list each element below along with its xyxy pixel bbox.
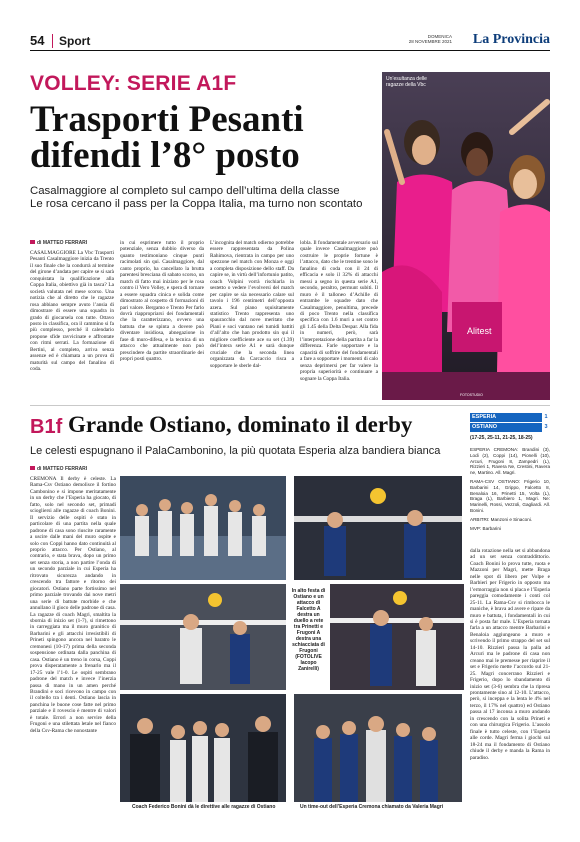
svg-text:Alitest: Alitest [467,326,492,336]
set-scores: (17-25, 25-11, 21-25, 18-25) [470,435,533,441]
top-headline: Trasporti Pesanti difendi l’8° posto [30,99,304,176]
page-header [30,33,550,51]
photo-net-duel [294,476,462,580]
page-number: 54 [30,33,45,48]
article-separator [30,405,550,406]
top-col-1: CASALMAGGIORE La Vbc Trasporti Pesanti Casalmaggiore inizia da Trento il suo finale che la condurrà al termine del girone d’andata per capire se si sarà conquistata la qualificazione alla Coppa Italia, obiettivo già in tasca? La società valutata nel mese scorso. Una notizia che al diretto che le ragazze rosa abbiano sempre avuto l’ansia di dimostrare di essere una squadra in grado di giocarsela con tutte. Ottavo posto in classifica, ora il cammino si fa più complesso, perché il calendario propone sfide ravvicinate e affrontate con ritmi serrati. La formazione di Bertini, al completo, arriva senza assenze ed è chiamata a un prova di maturità sul campo del fanalino di coda. [30,250,114,373]
issue-date: DOMENICA 28 NOVEMBRE 2021 [408,34,452,44]
bottom-kicker: B1f [30,416,63,438]
top-col-3: L’incognita del match odierno potrebbe essere rappresentata da Polina Rahimova, rientrata in campo per uno spezzone nel match con Monza e oggi a completa disposizione dello staff. Da capire se, in virtù dell’infortunio patito, coach Volpini vorrà rischiarla in sestetto o vedere l’evolversi del match per capire se sia necessario calare sul tavolo i 196 centimetri dell’opposta azera. Sul piano squisitamente statistico Trento rappresenta uno spauracchio dal nove meritato che Piani e soci vantano nei tumidi battiti d’all’alto che han prodotto sin qui il migliore coefficiente ace su set (1.39) dell’intera serie A1 e sarà dunque cruciale che la seconda linea organizzata da Carcaccio risca a sopportare le sberle dal- [210,240,294,369]
top-photo-caption: Un’esultanza delle ragazze della Vbc [386,76,427,88]
section-name: Sport [52,34,90,48]
top-col-4: lobla. Il fondamentale avversario sul quale invece Casalmaggiore può costruire le proprie fortune è l’attacco, dato che le trentine sono le fanalino di coda con il 24 di efficacia e solo il 32% di attacchi messi a segno in questa serie A1, secondo, peraltro, permunt subiti. Il muro è il talloneo d’Achille di entrambe le squadre dato che Casalmaggiore, penultima, precede di poco Trento nella classifica specifica con 1.6 muri a set contro gli 1.45 della Delta Despar. Alla fida in numeri, però, sarà l’interpretazione della partita a far la differenza. Farle sopportare e la capacità di soffrire del fondamentali a fare a sopportare i momenti di calo senza deprimersi per far valere la propria superiorità e continuare a sognare la Coppa Italia. [300,240,378,382]
bottom-col-2: dalla rotazione nella set si abbandona ad un set senza contraddittorio. Coach Bonini lo prova tutte, ruota e Mazzoni per Magri, mette Braga nelle spot di libero per Volpe e Barbieri per Frigerio in opposto ma l’ermorraggia non si placa e l’Esperia pareggia comodamente i conti col 25-11. La Rama-Csv si rimbocca le maniche, è brava ad avere e ripare da muro e battuta, i fondamentali in cui si è posta far male. L’Esperia tornata farla a un attacco mentre Barbarini e Benaloia aggiungeano a muro e scrivendo il primo strappo del set sul 14-10. Rizzieri passa la palla ad Arcuri ma le padrone di casa non creano mai le premesse per riaprire il set e Frigerio mette l’accordo sul 21-25. Magri concerrano Rizzieri e Frigerio, dopo lo sbandamento di inizio set (3-6) sembra che la ripresa prontamente sino al 12-10. L’attacco, però, si inceppa e la lenta le 4% nel terzo, il 17% nel quattro) ed Ostiano passa al 17 inconsa a muro andando in crescendo con la solita Prineti e con una chirurgica Frigerio. L’assolo finale è tutto celeste, con l’Esperia alle corde. Magri ferma i giochi sul 18-24 ma il fondamento di Ostiano chiude il derby e manda la Rama in paradiso. [470,548,550,761]
score-row-home: ESPERIA 1 [470,413,550,422]
caption-coach: Coach Federico Bonini dà le direttive alle ragazze di Ostiano [132,804,276,810]
photo-esperia-timeout [294,694,462,802]
top-photo-credit: FOTOSTUDIO [460,393,483,397]
top-kicker: VOLLEY: SERIE A1F [30,72,237,95]
lineup-ostiano: RAMA-CSV OSTIANO: Frigerio 10, Barbarini 14, Grippo, Falcetto 8, Benaloia 16, Prinetti 15, Volta (L), Braga (L), Barbiero 1, Magri. Ne: Marinelli, Rossi, Vezzoli, Gagliardi. All. Bonini. [470,478,550,513]
lineups-box [470,447,550,534]
top-byline: di MATTEO FERRARI [30,240,87,246]
scoreboard [470,413,550,433]
newspaper-logo: La Provincia [472,32,550,47]
lineup-esperia: ESPERIA CREMONA: Brandini (3), Lodi (2), Coppi (14), Pionelli (10), Arcuri, Frugoni 8, Zampedri (L), Rizzieri 1, Ravera Ne, Crestini, Ravera ne, Martino. All. Magri. [470,447,550,476]
volley-team-photo [382,72,550,400]
photos-caption: In alto festa di Ostiano e un attacco di Falcetto A destra un duello a rete tra Prinetti e Frugoni A destra una schiacciata di Frugoni (FOTOLIVE Iacopo Zanirelli) [291,588,326,672]
bottom-headline: Grande Ostiano, dominato il derby [68,412,413,437]
caption-timeout: Un time-out dell’Esperia Cremona chiamato da Valeria Magri [300,804,444,810]
bottom-byline: di MATTEO FERRARI [30,466,87,472]
referees: ARBITRI: Manzoni e Sinaconi. [470,516,533,522]
photo-falcetto-attack [120,584,286,690]
top-col-2: in cui esprimere tutto il proprio potenziale, senza dubbio diverso da quanto testimoniano cinque punti racimolati sin qui. Casalmaggiore, dal canto proprio, ha cancellato la brutta parentesi bresciana di sabato scorso, un match di fatto mai iniziato per le rosa contro il Vero Volley, e spera di tornare a essere squadra cinica e solida come dimostrato al cospetto di formazioni di pari valore. Bergamo e Trento Per farlo dovrà riappropriarsi dei fondamentali che la caratterizzano, ovvero una battuta che se spinta a dovere può diventare insidiosa, abnegazione in fase di muro-difesa, e la tecnica di un attacco che attualmente non può prescindere da partite straordinarie dei propri posti quattro. [120,240,204,363]
score-row-away: OSTIANO 3 [470,423,550,432]
photo-coach-bonini [120,694,286,802]
bottom-deck: Le celesti espugnano il PalaCambonino, la più quotata Esperia alza bandiera bianca [30,445,441,457]
mvp: MVP: Barbarini [470,525,501,531]
top-deck: Casalmaggiore al completo sul campo dell’ultima della classe Le rosa cercano il pass per la Coppa Italia, ma turno non scontato [30,185,363,210]
photo-frugoni-spike [330,584,464,690]
bottom-col-1: CREMONA Il derby è celeste. La Rama-Csv Ostiano demolisce il fortino Cambonino e si impone meritatamente in un derby che l’Esperia ha giocato, di fatto, solo nel secondo set, primadi sciogliersi alle ragazze di coach Bonini. Il servizio delle ospiti è stato in particolare di una partita nella quale padrone di casa sono riuscite raramente a uscire dalle mani del muro ospite e solo con Coppi hanno dato continuità al proprio attacco. Per Ostiano, al contrario, e stata brava, dopo un primo set senza storia, a non partire l’onda di un secondo parziale in cui Esperia ha ritrovato sicurezza andando in crescendo tra fattore e ritorno dei giocatori. Ostiano parte fortissimo nel primo parziale trovando dai nove metri una serie di battute morbide e che annullano il gioco delle padrone di casa. La ragazze di coach Magri, smaltita la sbornia di inizio set (1-7), si rimettono in carreggiata ma il muro granitico di Barbarini e gli attacchi irresistibili di Prineti spingono ancora nel baratro le cremonesi (10-17) prima della seconda sospensione ordinata dalla panchina di casa. Ostiano è un treno in corsa, Coppi prova disperatamente a frenarlo ma il 17-25 vale l’1-0. Le ospiti sembrano padrone del match e invece l’inerzia passa di mano in un amen perché Brandini e soci ricevono in campo con il coltello tra i denti. Ostiano lascia in panchina le buone cose fatte nel primo parziale e il rovescio è mentre di valori è totale. Errori a non servire della Frugoni e una stilettata letale nel fianco della Csv-Rama che nonostante [30,476,116,734]
photo-ostiano-celebration [120,476,286,580]
